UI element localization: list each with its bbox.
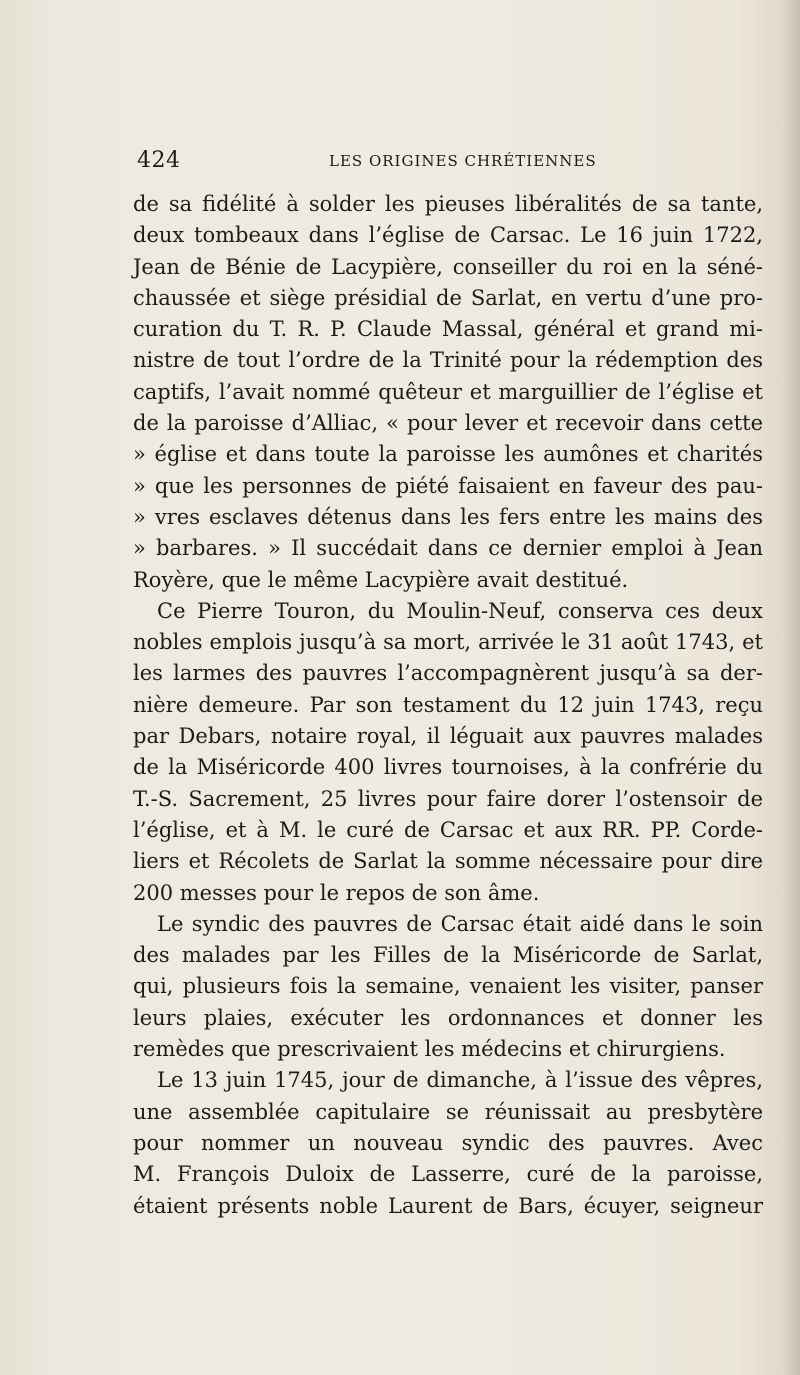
text-line: de la Miséricorde 400 livres tournoises, à la confrérie du [133, 755, 763, 780]
text-line: Le syndic des pauvres de Carsac était aidé dans le soin [157, 911, 763, 936]
text-line: captifs, l’avait nommé quêteur et marguillier de l’église et [133, 379, 763, 404]
text-line: leurs plaies, exécuter les ordonnances et donner les [133, 1005, 763, 1030]
text-line: » barbares. » Il succédait dans ce dernier emploi à Jean [133, 536, 763, 561]
text-line: étaient présents noble Laurent de Bars, écuyer, seigneur [133, 1193, 763, 1218]
page-edge-shadow [782, 0, 800, 1375]
page-number: 424 [137, 148, 181, 173]
body-text [133, 189, 763, 1222]
running-title: LES ORIGINES CHRÉTIENNES [329, 152, 597, 170]
text-line: liers et Récolets de Sarlat la somme nécessaire pour dire [133, 849, 763, 874]
text-line: nière demeure. Par son testament du 12 juin 1743, reçu [133, 692, 763, 717]
text-line: curation du T. R. P. Claude Massal, général et grand mi- [133, 317, 763, 342]
text-line: qui, plusieurs fois la semaine, venaient les visiter, panser [133, 974, 763, 999]
text-line: l’église, et à M. le curé de Carsac et aux RR. PP. Corde- [133, 817, 763, 842]
text-line: deux tombeaux dans l’église de Carsac. Le 16 juin 1722, [133, 223, 763, 248]
text-line: T.-S. Sacrement, 25 livres pour faire dorer l’ostensoir de [133, 786, 763, 811]
text-line: M. François Duloix de Lasserre, curé de la paroisse, [133, 1162, 763, 1187]
text-line: Royère, que le même Lacypière avait destitué. [133, 567, 629, 592]
text-line: de la paroisse d’Alliac, « pour lever et recevoir dans cette [133, 411, 763, 436]
text-line: de sa fidélité à solder les pieuses libéralités de sa tante, [133, 192, 763, 216]
text-line: Jean de Bénie de Lacypière, conseiller du roi en la séné- [133, 254, 763, 279]
text-line: » que les personnes de piété faisaient en faveur des pau- [133, 473, 763, 498]
text-line: » vres esclaves détenus dans les fers entre les mains des [133, 504, 763, 529]
text-line: Ce Pierre Touron, du Moulin-Neuf, conserva ces deux [157, 598, 763, 623]
text-line: par Debars, notaire royal, il léguait aux pauvres malades [133, 724, 763, 749]
text-line: les larmes des pauvres l’accompagnèrent jusqu’à sa der- [133, 661, 763, 686]
page-header [137, 148, 762, 178]
text-line: des malades par les Filles de la Miséricorde de Sarlat, [133, 943, 763, 968]
text-line: chaussée et siège présidial de Sarlat, en vertu d’une pro- [133, 285, 763, 310]
text-line: nistre de tout l’ordre de la Trinité pour la rédemption des [133, 348, 763, 373]
text-line: pour nommer un nouveau syndic des pauvres. Avec [133, 1130, 763, 1155]
text-line: nobles emplois jusqu’à sa mort, arrivée le 31 août 1743, et [133, 630, 763, 655]
text-line: Le 13 juin 1745, jour de dimanche, à l’issue des vêpres, [157, 1068, 763, 1093]
text-line: 200 messes pour le repos de son âme. [133, 880, 540, 905]
text-line: » église et dans toute la paroisse les aumônes et charités [133, 442, 763, 467]
text-line: une assemblée capitulaire se réunissait au presbytère [133, 1099, 763, 1124]
text-line: remèdes que prescrivaient les médecins et chirurgiens. [133, 1037, 726, 1062]
